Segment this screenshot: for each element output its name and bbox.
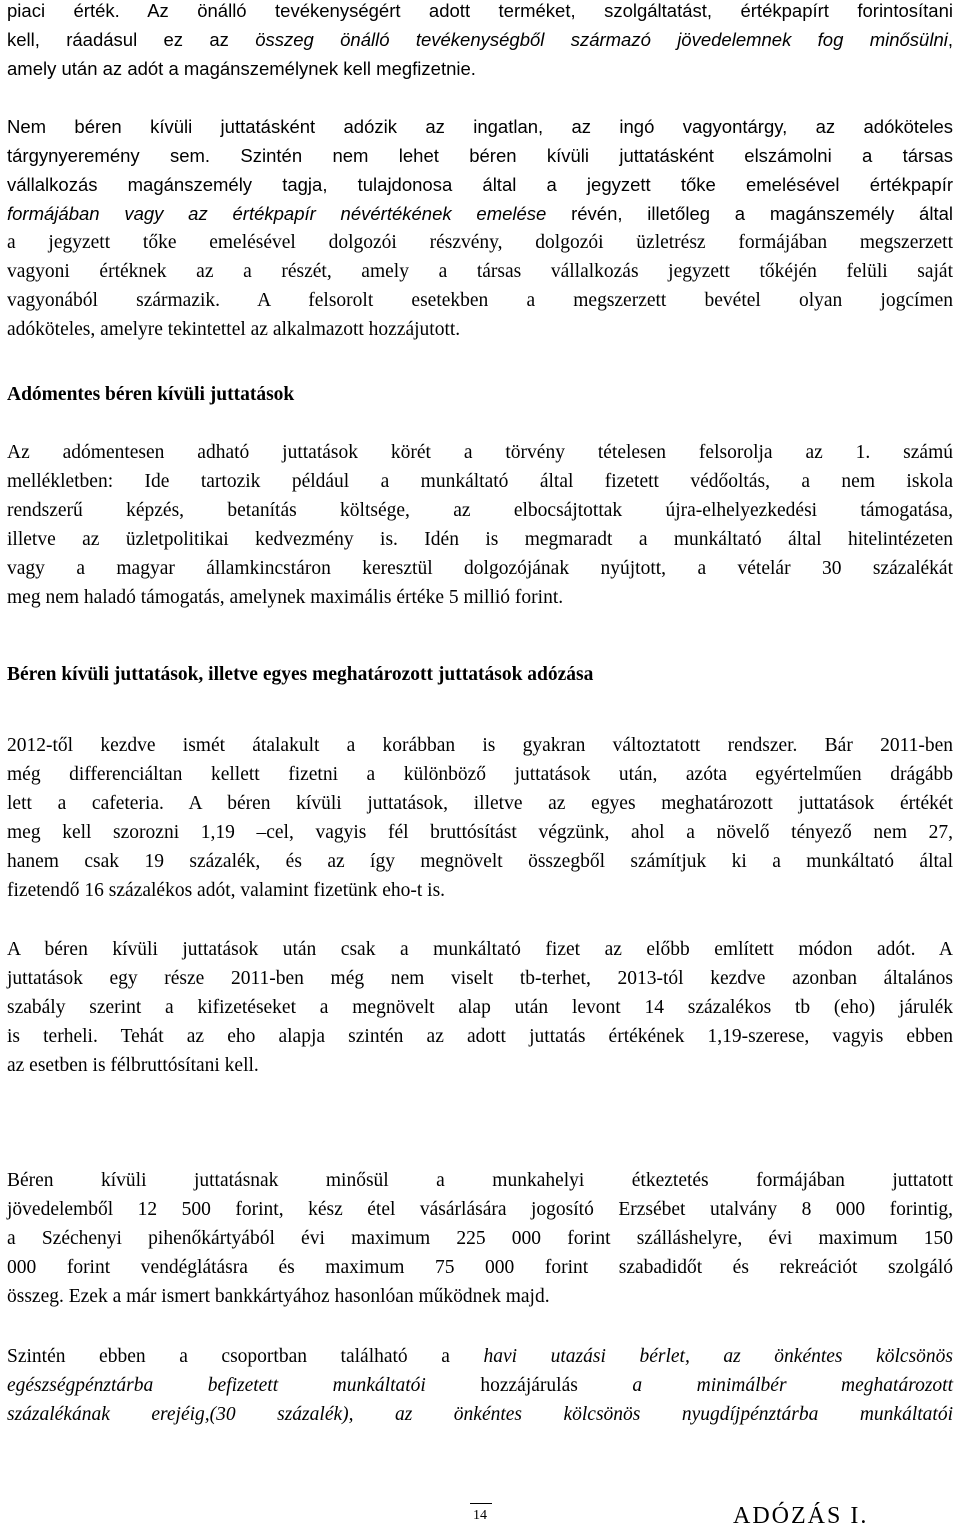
text-line: formájában vagy az értékpapír névértékének emelése révén, illetőleg a magánszemély által [7,203,953,224]
text-line: mellékletben: Ide tartozik például a munkáltató által fizetett védőoltás, a nem iskola [7,471,953,492]
text-line: is terheli. Tehát az eho alapja szintén az adott juttatás értékének 1,19-szerese, vagyis ebben [7,1026,953,1047]
text-line: Szintén ebben a csoportban található a havi utazási bérlet, az önkéntes kölcsönös [7,1346,953,1367]
text-line: lett a cafeteria. A béren kívüli juttatások, illetve az egyes meghatározott juttatások értékét [7,793,953,814]
text-line: Béren kívüli juttatásnak minősül a munkahelyi étkeztetés formájában juttatott [7,1170,953,1191]
text-line: hanem csak 19 százalék, és az így megnövelt összegből számítjuk ki a munkáltató által [7,851,953,872]
text-line: a jegyzett tőke emelésével dolgozói részvény, dolgozói üzletrész formájában megszerzett [7,232,953,253]
page-number-rule [470,1503,492,1504]
text-line: rendszerű képzés, betanítás költsége, az elbocsájtottak újra-elhelyezkedési támogatása, [7,500,953,521]
text-line: 000 forint vendéglátásra és maximum 75 000 forint szabadidőt és rekreációt szolgáló [7,1257,953,1278]
text-line: tárgynyeremény sem. Szintén nem lehet béren kívüli juttatásként elszámolni a társas [7,145,954,166]
text-line: meg kell szorozni 1,19 –cel, vagyis fél bruttósítást végzünk, ahol a növelő tényező nem 27, [7,822,953,843]
text-line: még differenciáltan kellett fizetni a különböző juttatások után, azóta egyértelműen drágább [7,764,953,785]
text-line: adóköteles, amelyre tekintettel az alkalmazott hozzájutott. [7,319,461,340]
text-line: piaci érték. Az önálló tevékenységért adott terméket, szolgáltatást, értékpapírt forintosítani [7,0,953,21]
paragraph-6 [7,1166,953,1311]
text-line: jövedelemből 12 500 forint, kész étel vásárlására jogosító Erzsébet utalvány 8 000 forintig, [7,1199,953,1220]
text-line: amely után az adót a magánszemélynek kell megfizetnie. [7,58,476,79]
text-line: meg nem haladó támogatás, amelynek maximális értéke 5 millió forint. [7,587,564,608]
section-heading: Béren kívüli juttatások, illetve egyes meghatározott juttatások adózása [7,664,594,685]
text-line: összeg. Ezek a már ismert bankkártyához hasonlóan működnek majd. [7,1286,550,1307]
text-line: kell, ráadásul ez az összeg önálló tevékenységből származó jövedelemnek fog minősülni, [7,29,953,50]
text-line: az esetben is félbruttósítani kell. [7,1055,259,1076]
text-line: Az adómentesen adható juttatások körét a törvény tételesen felsorolja az 1. számú [7,442,953,463]
text-line: fizetendő 16 százalékos adót, valamint fizetünk eho-t is. [7,880,446,901]
text-line: a Széchenyi pihenőkártyából évi maximum 225 000 forint szálláshelyre, évi maximum 150 [7,1228,953,1249]
paragraph-7 [7,1342,953,1429]
footer-title: ADÓZÁS I. [733,1503,869,1529]
text-line: egészségpénztárba befizetett munkáltatói hozzájárulás a minimálbér meghatározott [7,1375,953,1396]
text-line: A béren kívüli juttatások után csak a munkáltató fizet az előbb említett módon adót. A [7,939,953,960]
paragraph-2 [7,112,953,344]
page-number: 14 [473,1508,487,1523]
section-heading: Adómentes béren kívüli juttatások [7,384,295,405]
text-line: Nem béren kívüli juttatásként adózik az ingatlan, az ingó vagyontárgy, az adóköteles [7,116,953,137]
paragraph-4 [7,731,953,905]
text-line: százalékának erejéig,(30 százalék), az önkéntes kölcsönös nyugdíjpénztárba munkáltatói [7,1404,953,1425]
text-line: 2012-től kezdve ismét átalakult a korábban is gyakran változtatott rendszer. Bár 2011-ben [7,735,953,756]
text-line: vagy a magyar államkincstáron keresztül dolgozójának nyújtott, a vételár 30 százalékát [7,558,953,579]
text-line: vagyonából származik. A felsorolt esetekben a megszerzett bevétel olyan jogcímen [7,290,953,311]
paragraph-5 [7,935,953,1080]
text-line: vagyoni értéknek az a részét, amely a társas vállalkozás jegyzett tőkéjén felüli saját [7,261,953,282]
text-line: juttatások egy része 2011-ben még nem viselt tb-terhet, 2013-tól kezdve azonban általános [7,968,953,989]
paragraph-1 [7,0,953,83]
text-line: vállalkozás magánszemély tagja, tulajdonosa által a jegyzett tőke emelésével értékpapír [7,174,953,195]
text-line: szabály szerint a kifizetéseket a megnövelt alap után levont 14 százalékos tb (eho) járulék [7,997,953,1018]
text-line: illetve az üzletpolitikai kedvezmény is. Idén is megmaradt a munkáltató által hitelintézeten [7,529,953,550]
paragraph-3 [7,438,953,612]
